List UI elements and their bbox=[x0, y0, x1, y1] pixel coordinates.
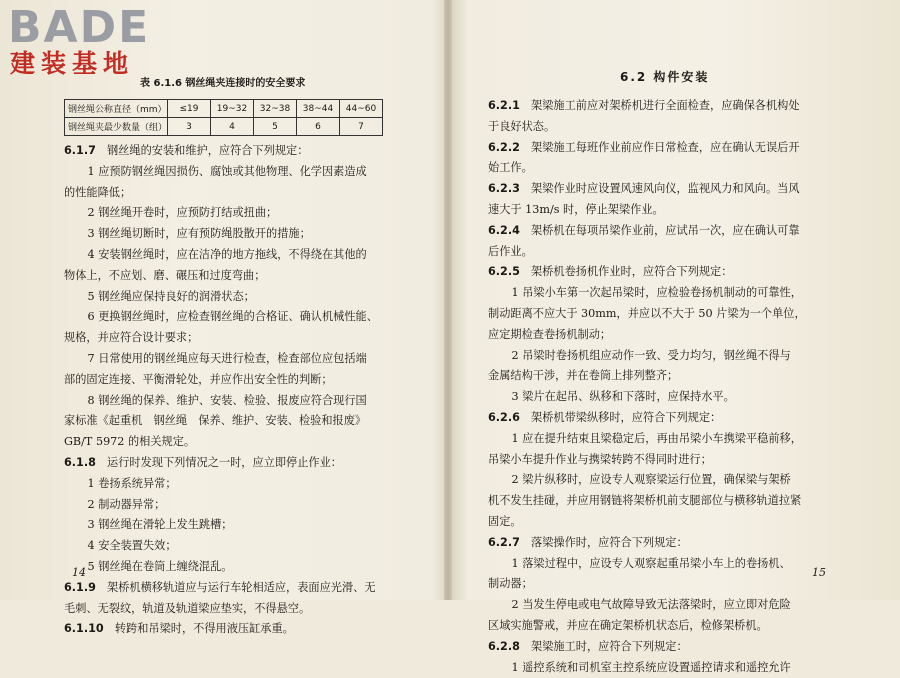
clause-line bbox=[488, 221, 838, 242]
clause-line bbox=[488, 262, 838, 283]
line-text: 吊梁小车提升作业与携梁转跨不得同时进行； bbox=[488, 452, 712, 466]
text-line bbox=[488, 387, 838, 408]
table-cell: 38~44 bbox=[297, 100, 340, 118]
line-text: 1 应预防钢丝绳因损伤、腐蚀或其他物理、化学因素造成 bbox=[87, 164, 367, 178]
logo-subtitle: 建装基地 bbox=[10, 49, 135, 78]
text-line bbox=[64, 370, 424, 391]
line-text: 2 吊梁时卷扬机组应动作一致、受力均匀，钢丝绳不得与 bbox=[511, 348, 791, 362]
line-text: 3 梁片在起吊、纵移和下落时，应保持水平。 bbox=[511, 390, 735, 404]
clause-number: 6.1.7 bbox=[64, 144, 96, 157]
line-text: 物体上，不应划、磨、碾压和过度弯曲； bbox=[64, 268, 266, 282]
table-cell: 32~38 bbox=[254, 100, 297, 118]
line-text: 2 当发生停电或电气故障导致无法落梁时，应立即对危险 bbox=[511, 598, 791, 612]
line-text: 1 吊梁小车第一次起吊梁时，应检验卷扬机制动的可靠性， bbox=[511, 286, 802, 300]
text-line bbox=[488, 450, 838, 471]
text-line bbox=[488, 574, 838, 595]
text-line bbox=[64, 599, 424, 620]
line-text: 1 落梁过程中，应设专人观察起重吊梁小车上的卷扬机、 bbox=[511, 556, 791, 570]
line-text: 6 更换钢丝绳时，应检查钢丝绳的合格证、确认机械性能、 bbox=[87, 310, 378, 324]
text-line bbox=[488, 554, 838, 575]
watermark-logo bbox=[8, 2, 151, 78]
line-text: 家标准《起重机 钢丝绳 保养、维护、安装、检验和报废》 bbox=[64, 414, 367, 428]
clause-number: 6.2.7 bbox=[488, 535, 520, 549]
text-line bbox=[488, 304, 838, 325]
clause-line bbox=[64, 619, 424, 640]
line-text: 规格，并应符合设计要求； bbox=[64, 331, 199, 345]
clause-line bbox=[488, 179, 838, 200]
table-cell: 5 bbox=[254, 118, 297, 136]
text-line bbox=[64, 557, 424, 578]
logo-mark: BADE bbox=[8, 2, 151, 53]
clause-line bbox=[64, 578, 424, 599]
clause-line bbox=[488, 138, 838, 159]
text-line bbox=[64, 391, 424, 412]
text-line bbox=[488, 366, 838, 387]
spec-table bbox=[64, 99, 383, 136]
line-text: 于良好状态。 bbox=[488, 119, 556, 133]
text-line bbox=[64, 307, 424, 328]
line-text: 区域实施警戒，并应在确定架桥机状态后，检修架桥机。 bbox=[488, 618, 768, 632]
text-line bbox=[64, 183, 424, 204]
table-cell: 6 bbox=[297, 118, 340, 136]
clause-number: 6.1.9 bbox=[64, 580, 96, 594]
line-text: 毛刺、无裂纹，轨道及轨道梁应垫实，不得悬空。 bbox=[64, 601, 311, 615]
line-text: 1 遥控系统和司机室主控系统应设置遥控请求和遥控允许 bbox=[511, 660, 791, 674]
clause-number: 6.2.5 bbox=[488, 265, 520, 279]
line-text: 架梁施工时，应符合下列规定： bbox=[531, 639, 688, 653]
text-line bbox=[488, 658, 838, 678]
clause-line bbox=[64, 141, 424, 162]
line-text: 2 制动器异常； bbox=[87, 497, 166, 511]
text-line bbox=[64, 162, 424, 183]
text-line bbox=[488, 117, 838, 138]
line-text: 3 钢丝绳切断时，应有预防绳股散开的措施； bbox=[87, 227, 311, 241]
line-text: GB/T 5972 的相关规定。 bbox=[64, 435, 196, 449]
table-row-header: 钢丝绳夹最少数量（组） bbox=[65, 118, 168, 136]
clause-line bbox=[488, 533, 838, 554]
table-cell: 3 bbox=[168, 118, 211, 136]
line-text: 速大于 13m/s 时，停止架梁作业。 bbox=[488, 202, 664, 216]
clause-line bbox=[488, 96, 838, 117]
clause-number: 6.2.3 bbox=[488, 182, 520, 196]
line-text: 部的固定连接、平衡滑轮处，并应作出安全性的判断； bbox=[64, 372, 333, 386]
line-text: 架桥机横移轨道应与运行车轮相适应，表面应光滑、无 bbox=[107, 580, 376, 594]
line-text: 7 日常使用的钢丝绳应每天进行检查，检查部位应包括端 bbox=[87, 351, 367, 365]
table-cell: ≤19 bbox=[168, 100, 211, 118]
text-line bbox=[64, 515, 424, 536]
clause-number: 6.1.10 bbox=[64, 622, 104, 636]
line-text: 金属结构干涉，并在卷筒上排列整齐； bbox=[488, 369, 679, 383]
line-text: 5 钢丝绳在卷筒上缠绕混乱。 bbox=[87, 559, 233, 573]
text-line bbox=[488, 200, 838, 221]
text-line bbox=[64, 432, 424, 453]
line-text: 转跨和吊梁时，不得用液压缸承重。 bbox=[114, 622, 294, 636]
text-line bbox=[488, 325, 838, 346]
line-text: 3 钢丝绳在滑轮上发生跳槽； bbox=[87, 518, 233, 532]
line-text: 4 安全装置失效； bbox=[87, 539, 177, 553]
text-line bbox=[488, 491, 838, 512]
line-text: 应定期检查卷扬机制动； bbox=[488, 327, 612, 341]
line-text: 架梁作业时应设置风速风向仪，监视风力和风向。当风 bbox=[531, 182, 800, 196]
text-line bbox=[488, 512, 838, 533]
line-text: 机不发生挂碰，并应用钢链将架桥机前支腿部位与横移轨道拉紧 bbox=[488, 494, 802, 508]
line-text: 后作业。 bbox=[488, 244, 533, 258]
table-title: 表 6.1.6 钢丝绳夹连接时的安全要求 bbox=[140, 78, 306, 89]
clause-number: 6.2.8 bbox=[488, 639, 520, 653]
text-line bbox=[64, 495, 424, 516]
line-text: 架桥机卷扬机作业时，应符合下列规定： bbox=[531, 265, 733, 279]
text-line bbox=[488, 158, 838, 179]
text-line bbox=[488, 346, 838, 367]
clause-number: 6.2.1 bbox=[488, 99, 520, 112]
clause-line bbox=[64, 453, 424, 474]
text-line bbox=[64, 411, 424, 432]
section-title: 6.2 构件安装 bbox=[620, 70, 710, 84]
text-line bbox=[64, 266, 424, 287]
line-text: 运行时发现下列情况之一时，应立即停止作业： bbox=[107, 455, 342, 469]
text-line bbox=[64, 536, 424, 557]
text-line bbox=[488, 283, 838, 304]
line-text: 2 梁片纵移时，应设专人观察梁运行位置，确保梁与架桥 bbox=[511, 473, 791, 487]
line-text: 制动距离不应大于 30mm，并应以不大于 50 片梁为一个单位， bbox=[488, 306, 806, 320]
text-line bbox=[488, 429, 838, 450]
line-text: 落梁操作时，应符合下列规定： bbox=[531, 535, 688, 549]
line-text: 4 安装钢丝绳时，应在洁净的地方拖线，不得绕在其他的 bbox=[87, 247, 367, 261]
page-number-left: 14 bbox=[72, 566, 86, 579]
text-line bbox=[64, 203, 424, 224]
line-text: 架梁施工前应对架桥机进行全面检查，应确保各机构处 bbox=[531, 99, 800, 112]
right-page-text bbox=[488, 96, 838, 678]
line-text: 架桥机带梁纵移时，应符合下列规定： bbox=[531, 410, 722, 424]
table-cell: 7 bbox=[340, 118, 383, 136]
line-text: 钢丝绳的安装和维护，应符合下列规定： bbox=[107, 144, 309, 157]
table-cell: 44~60 bbox=[340, 100, 383, 118]
clause-line bbox=[488, 637, 838, 658]
line-text: 的性能降低； bbox=[64, 185, 132, 199]
line-text: 8 钢丝绳的保养、维护、安装、检验、报废应符合现行国 bbox=[87, 393, 367, 407]
text-line bbox=[64, 474, 424, 495]
page-number-right: 15 bbox=[812, 566, 826, 579]
line-text: 1 卷扬系统异常； bbox=[87, 476, 177, 490]
left-page-text bbox=[64, 141, 424, 640]
table-cell: 4 bbox=[211, 118, 254, 136]
line-text: 制动器； bbox=[488, 577, 533, 591]
line-text: 始工作。 bbox=[488, 161, 533, 175]
line-text: 2 钢丝绳开卷时，应预防打结或扭曲； bbox=[87, 206, 278, 220]
table-row-header: 钢丝绳公称直径（mm） bbox=[65, 100, 168, 118]
text-line bbox=[64, 287, 424, 308]
line-text: 1 应在提升结束且梁稳定后，再由吊梁小车携梁平稳前移， bbox=[511, 431, 802, 445]
text-line bbox=[488, 595, 838, 616]
text-line bbox=[64, 245, 424, 266]
clause-number: 6.2.4 bbox=[488, 223, 520, 237]
line-text: 架梁施工每班作业前应作日常检查，应在确认无误后开 bbox=[531, 140, 800, 154]
text-line bbox=[488, 616, 838, 637]
table-row bbox=[65, 100, 383, 118]
line-text: 架桥机在每项吊梁作业前，应试吊一次，应在确认可靠 bbox=[531, 223, 800, 237]
text-line bbox=[64, 224, 424, 245]
text-line bbox=[488, 242, 838, 263]
line-text: 固定。 bbox=[488, 514, 522, 528]
book-gutter bbox=[444, 0, 452, 600]
table-row bbox=[65, 118, 383, 136]
clause-number: 6.2.6 bbox=[488, 410, 520, 424]
clause-line bbox=[488, 408, 838, 429]
table-cell: 19~32 bbox=[211, 100, 254, 118]
text-line bbox=[488, 470, 838, 491]
text-line bbox=[64, 328, 424, 349]
line-text: 5 钢丝绳应保持良好的润滑状态； bbox=[87, 289, 255, 303]
text-line bbox=[64, 349, 424, 370]
clause-number: 6.1.8 bbox=[64, 455, 96, 469]
clause-number: 6.2.2 bbox=[488, 140, 520, 154]
